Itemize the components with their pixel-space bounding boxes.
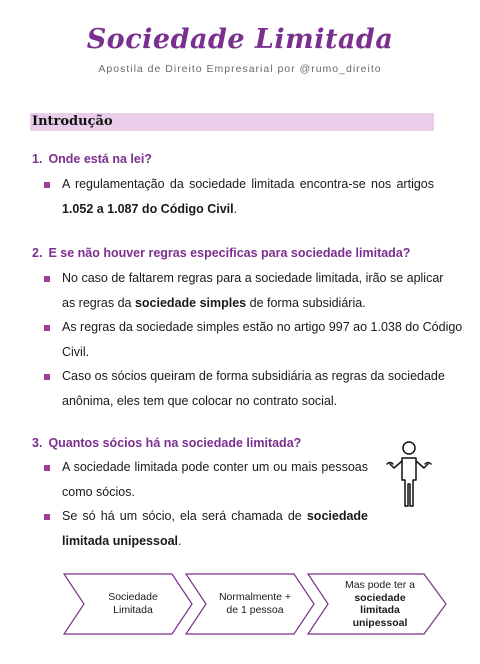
q1-bullet-1-line-1: A regulamentação da sociedade limitada encontra-se nos artigos [62, 177, 434, 191]
step-3-line-4: unipessoal [352, 616, 408, 629]
question-2-number: 2. [32, 246, 43, 260]
question-3-text: Quantos sócios há na sociedade limitada? [48, 436, 302, 450]
square-bullet-icon [44, 374, 50, 380]
q2-bullet-2-line-1: As regras da sociedade simples estão no artigo 997 ao 1.038 do Código [62, 320, 463, 334]
q1-bullet-1-line-2 [62, 202, 237, 216]
question-1 [32, 152, 152, 166]
question-1-number: 1. [32, 152, 43, 166]
square-bullet-icon [44, 325, 50, 331]
chevron-step-3-label [328, 579, 432, 629]
step-3-line-3: limitada [360, 604, 400, 616]
page-subtitle: Apostila de Direito Empresarial por @rumo_direito [98, 63, 382, 75]
step-1-line-2: Limitada [113, 603, 153, 616]
question-2-text: E se não houver regras especificas para sociedade limitada? [48, 246, 411, 260]
square-bullet-icon [44, 276, 50, 282]
q2-bullet-3-line-1: Caso os sócios queiram de forma subsidiária as regras da sociedade [62, 369, 445, 383]
punctuation: . [178, 534, 182, 548]
text: de forma subsidiária. [246, 296, 366, 310]
q3-bullet-2-line-2 [62, 534, 182, 548]
section-heading-bar [30, 113, 434, 131]
q2-bullet-1-line-2 [62, 296, 366, 310]
bold-term: sociedade simples [134, 296, 247, 310]
step-2-line-1: Normalmente + [218, 591, 292, 603]
question-3-number: 3. [32, 436, 43, 450]
square-bullet-icon [44, 514, 50, 520]
step-3-line-2: sociedade [354, 591, 406, 604]
square-bullet-icon [44, 182, 50, 188]
person-shrug-icon [384, 440, 434, 510]
q3-bullet-1-line-2: como sócios. [62, 485, 135, 499]
q3-bullet-1-line-1: A sociedade limitada pode conter um ou mais pessoas [62, 460, 368, 474]
q3-bullet-2-line-1 [62, 509, 368, 523]
question-1-text: Onde está na lei? [48, 152, 152, 166]
bold-term: sociedade [306, 509, 368, 523]
code-reference: 1.052 a 1.087 do Código Civil [62, 202, 234, 216]
step-1-line-1: Sociedade [108, 591, 158, 603]
step-2-line-2: de 1 pessoa [226, 603, 284, 616]
step-3-line-1: Mas pode ter a [344, 579, 416, 591]
page-title: Sociedade Limitada [86, 24, 394, 55]
section-heading: Introdução [32, 114, 113, 129]
text: as regras da [62, 296, 135, 310]
question-3 [32, 436, 301, 450]
chevron-step-2-label [206, 591, 304, 616]
q2-bullet-2-line-2: Civil. [62, 345, 90, 359]
question-2 [32, 246, 410, 260]
punctuation: . [233, 202, 238, 216]
q2-bullet-3-line-2: anônima, eles tem que colocar no contrato social. [62, 394, 338, 408]
process-diagram [62, 572, 448, 636]
square-bullet-icon [44, 465, 50, 471]
chevron-step-1-label [84, 591, 182, 616]
bold-term: limitada unipessoal [62, 534, 179, 548]
q2-bullet-1-line-1: No caso de faltarem regras para a sociedade limitada, irão se aplicar [62, 271, 444, 285]
text: Se só há um sócio, ela será chamada de [62, 509, 307, 523]
